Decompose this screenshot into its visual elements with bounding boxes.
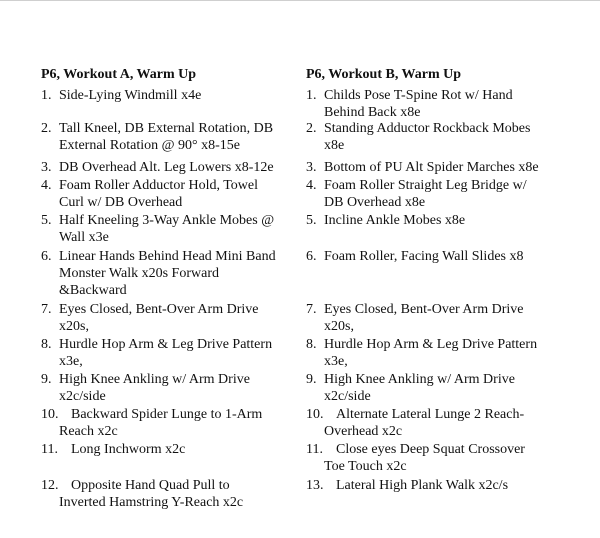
item-number: 5. <box>306 213 317 228</box>
item-number: 7. <box>306 302 317 317</box>
item-text-line: Hurdle Hop Arm & Leg Drive Pattern <box>324 337 538 352</box>
item-text-line: Alternate Lateral Lunge 2 Reach- <box>336 407 525 422</box>
item-text-line: x20s, <box>59 319 89 334</box>
item-text-line: Overhead x2c <box>324 424 403 439</box>
item-text-line: Bottom of PU Alt Spider Marches x8e <box>324 160 539 175</box>
item-text-line: x3e, <box>324 354 348 369</box>
list-item <box>41 120 317 154</box>
item-text-line: Incline Ankle Mobes x8e <box>324 213 466 228</box>
item-text-line: Long Inchworm x2c <box>71 442 186 457</box>
item-text-line: x2c/side <box>59 389 106 404</box>
item-text-line: &Backward <box>59 283 127 298</box>
item-text-line: Lateral High Plank Walk x2c/s <box>336 478 509 493</box>
item-text-line: Tall Kneel, DB External Rotation, DB <box>59 121 274 136</box>
item-text-line: DB Overhead Alt. Leg Lowers x8-12e <box>59 160 274 175</box>
list-item <box>306 177 584 211</box>
list-item <box>306 371 584 405</box>
item-text-line: x2c/side <box>324 389 371 404</box>
item-text-line: x20s, <box>324 319 354 334</box>
list-item <box>41 212 317 246</box>
list-item <box>41 406 317 440</box>
item-text-line: x3e, <box>59 354 83 369</box>
item-text-line: Close eyes Deep Squat Crossover <box>336 442 525 457</box>
item-text-line: Reach x2c <box>59 424 118 439</box>
item-number: 11. <box>41 442 58 457</box>
list-item <box>306 301 584 335</box>
item-text-line: Half Kneeling 3-Way Ankle Mobes @ <box>59 213 275 228</box>
item-text-line: Behind Back x8e <box>324 105 421 120</box>
list-item <box>306 120 584 154</box>
workout-a-heading: P6, Workout A, Warm Up <box>41 67 197 82</box>
item-text-line: DB Overhead x8e <box>324 195 426 210</box>
item-text-line: Inverted Hamstring Y-Reach x2c <box>59 495 244 510</box>
list-item <box>306 441 584 475</box>
item-text-line: Toe Touch x2c <box>324 459 407 474</box>
item-text-line: Linear Hands Behind Head Mini Band <box>59 249 276 264</box>
list-item <box>41 177 317 211</box>
item-text-line: Foam Roller Straight Leg Bridge w/ <box>324 178 527 193</box>
item-number: 9. <box>41 372 52 387</box>
list-item <box>306 212 584 229</box>
list-item <box>41 248 317 299</box>
list-item <box>306 87 584 121</box>
item-text-line: High Knee Ankling w/ Arm Drive <box>324 372 515 387</box>
item-number: 10. <box>41 407 59 422</box>
item-text-line: Foam Roller, Facing Wall Slides x8 <box>324 249 524 264</box>
list-item <box>306 406 584 440</box>
item-text-line: x8e <box>324 138 345 153</box>
page-top-border <box>0 0 600 1</box>
item-number: 3. <box>306 160 317 175</box>
list-item <box>41 301 317 335</box>
item-number: 6. <box>306 249 317 264</box>
item-number: 8. <box>41 337 52 352</box>
item-text-line: Standing Adductor Rockback Mobes <box>324 121 531 136</box>
list-item <box>41 371 317 405</box>
list-item <box>306 477 584 494</box>
item-number: 4. <box>41 178 52 193</box>
workout-b-heading: P6, Workout B, Warm Up <box>306 67 462 82</box>
list-item <box>41 477 317 511</box>
item-number: 3. <box>41 160 52 175</box>
item-text-line: Foam Roller Adductor Hold, Towel <box>59 178 259 193</box>
list-item <box>41 87 317 104</box>
workout-a-column <box>41 66 299 510</box>
item-number: 2. <box>306 121 317 136</box>
list-item <box>306 336 584 370</box>
item-text-line: External Rotation @ 90° x8-15e <box>59 138 241 153</box>
item-text-line: Hurdle Hop Arm & Leg Drive Pattern <box>59 337 273 352</box>
item-number: 8. <box>306 337 317 352</box>
list-item <box>41 159 317 176</box>
item-number: 9. <box>306 372 317 387</box>
item-text-line: Backward Spider Lunge to 1-Arm <box>71 407 263 422</box>
item-number: 12. <box>41 478 59 493</box>
item-number: 2. <box>41 121 52 136</box>
item-text-line: Eyes Closed, Bent-Over Arm Drive <box>324 302 524 317</box>
item-number: 13. <box>306 478 324 493</box>
list-item <box>41 336 317 370</box>
list-item <box>306 159 584 176</box>
item-text-line: Monster Walk x20s Forward <box>59 266 219 281</box>
item-text-line: Opposite Hand Quad Pull to <box>71 478 230 493</box>
item-number: 10. <box>306 407 324 422</box>
item-number: 4. <box>306 178 317 193</box>
item-text-line: Side-Lying Windmill x4e <box>59 88 202 103</box>
workout-b-column <box>306 66 566 493</box>
item-number: 1. <box>306 88 317 103</box>
item-text-line: Curl w/ DB Overhead <box>59 195 183 210</box>
item-number: 5. <box>41 213 52 228</box>
item-number: 1. <box>41 88 52 103</box>
item-text-line: Childs Pose T-Spine Rot w/ Hand <box>324 88 513 103</box>
item-text-line: High Knee Ankling w/ Arm Drive <box>59 372 250 387</box>
item-number: 7. <box>41 302 52 317</box>
item-text-line: Wall x3e <box>59 230 109 245</box>
item-number: 11. <box>306 442 323 457</box>
item-number: 6. <box>41 249 52 264</box>
list-item <box>306 248 584 265</box>
item-text-line: Eyes Closed, Bent-Over Arm Drive <box>59 302 259 317</box>
list-item <box>41 441 317 458</box>
